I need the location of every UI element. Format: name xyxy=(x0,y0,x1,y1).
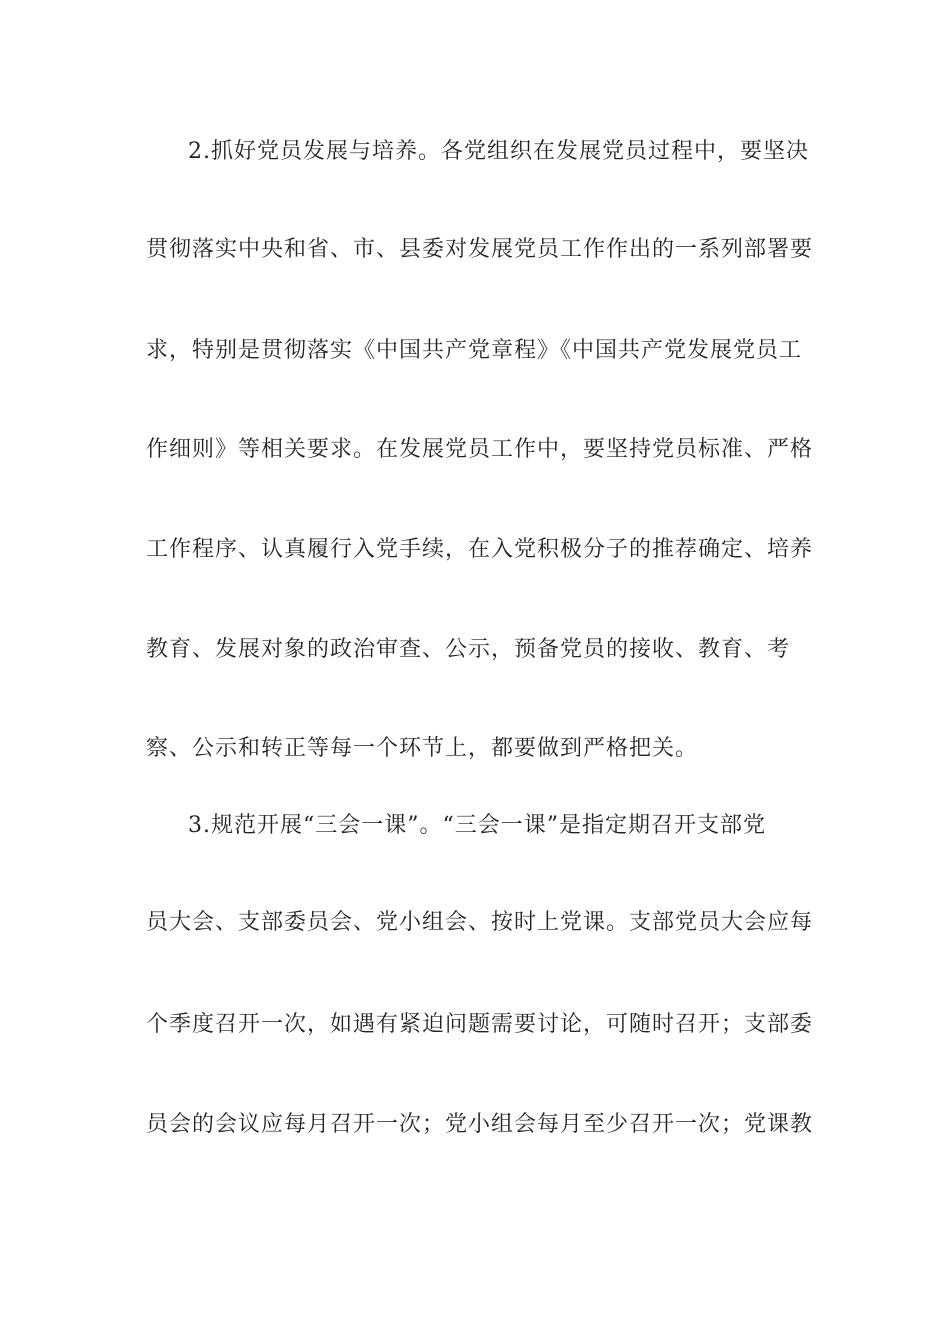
paragraph-3-line-1: 3.规范开展“三会一课”。“三会一课”是指定期召开支部党 xyxy=(188,813,766,838)
paragraph-2-line-4: 作细则》等相关要求。在发展党员工作中，要坚持党员标准、严格 xyxy=(146,437,814,462)
paragraph-2-line-5: 工作程序、认真履行入党手续，在入党积极分子的推荐确定、培养 xyxy=(146,537,814,562)
paragraph-2-line-2: 贯彻落实中央和省、市、县委对发展党员工作作出的一系列部署要 xyxy=(146,237,814,262)
paragraph-2-line-1: 2.抓好党员发展与培养。各党组织在发展党员过程中，要坚决 xyxy=(188,139,809,164)
paragraph-3-line-2: 员大会、支部委员会、党小组会、按时上党课。支部党员大会应每 xyxy=(146,910,814,935)
paragraph-2-line-7: 察、公示和转正等每一个环节上，都要做到严格把关。 xyxy=(146,736,699,761)
paragraph-3-line-3: 个季度召开一次，如遇有紧迫问题需要讨论，可随时召开；支部委 xyxy=(146,1012,814,1037)
paragraph-2-line-3: 求，特别是贯彻落实《中国共产党章程》《中国共产党发展党员工 xyxy=(146,338,803,363)
paragraph-3-line-4: 员会的会议应每月召开一次；党小组会每月至少召开一次；党课教 xyxy=(146,1112,814,1137)
paragraph-2-line-6: 教育、发展对象的政治审查、公示，预备党员的接收、教育、考 xyxy=(146,637,791,662)
